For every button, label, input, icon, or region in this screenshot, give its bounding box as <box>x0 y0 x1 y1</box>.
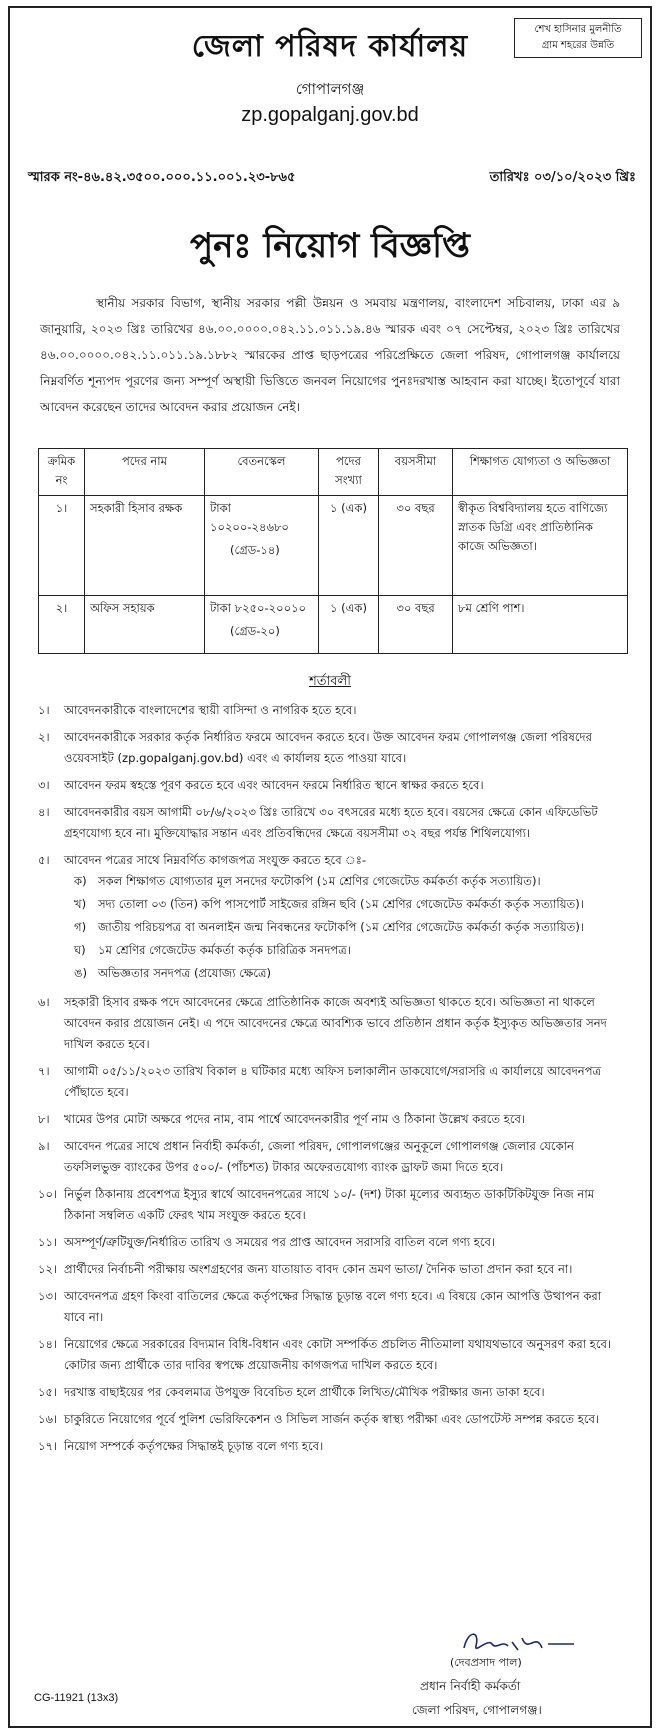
condition-text: সহকারী হিসাব রক্ষক পদে আবেদনের ক্ষেত্রে প্রাতিষ্ঠানিক কাজে অবশ্যই অভিজ্ঞতা থাকতে হবে। অভিজ্ঞতা না থাকলে আবেদন করার প্রয়োজন নেই। এ পদে আবেদনের ক্ষেত্রে আবশ্যিক ভাবে প্রতিষ্ঠান প্রধান কর্তৃক ইস্যুকৃত অভিজ্ঞতার সনদ দাখিল করতে হবে। <box>64 995 607 1051</box>
signatory-title: প্রধান নির্বাহী কর্মকর্তা <box>420 1679 521 1693</box>
document-text: অভিজ্ঞতার সনদপত্র (প্রযোজ্য ক্ষেত্রে) <box>98 966 272 980</box>
condition-body <box>64 850 622 986</box>
notice-date: তারিখঃ ০৩/১০/২০২৩ খ্রিঃ <box>489 170 636 185</box>
notice-page <box>8 6 652 1728</box>
condition-text: নির্ভুল ঠিকানায় প্রবেশপত্র ইস্যুর স্বার্থে আবেদনপত্রের সাথে ১০/- (দশ) টাকা মূল্যের অব্যহৃত ডাকটিকিটযুক্ত নিজ নাম ঠিকানা সম্বলিত একটি ফেরৎ খাম সংযুক্ত করতে হবে। <box>64 1187 595 1222</box>
col-pay-scale: বেতনস্কেল <box>205 449 319 496</box>
condition-number: ১০। <box>38 1187 58 1201</box>
document-text: সকল শিক্ষাগত যোগ্যতার মূল সনদের ফটোকপি (১ম শ্রেণির গেজেটেড কর্মকর্তা কর্তৃক সত্যায়িত)। <box>98 874 541 888</box>
row-post-count: ১ (এক) <box>319 496 379 596</box>
pay-grade: (গ্রেড-২০) <box>230 624 280 638</box>
office-title: জেলা পরিষদ কার্যালয় <box>191 29 469 64</box>
document-letter: খ) <box>74 897 87 911</box>
motto-line-1: শেখ হাসিনার মুলনীতি <box>534 24 622 35</box>
condition-number: ১২। <box>38 1262 58 1276</box>
condition-number: ১। <box>38 703 50 717</box>
condition-item <box>38 1136 622 1178</box>
row-age-limit: ৩০ বছর <box>379 496 453 596</box>
col-post-name: পদের নাম <box>85 449 205 496</box>
condition-number: ১১। <box>38 1235 58 1249</box>
condition-number: ১৪। <box>38 1337 58 1351</box>
table-header-row <box>39 449 628 496</box>
row-qualification: স্বীকৃত বিশ্ববিদ্যালয় হতে বাণিজ্যে স্নাতক ডিগ্রি এবং প্রাতিষ্ঠানিক কাজে অভিজ্ঞতা। <box>453 496 628 596</box>
condition-number: ২। <box>38 730 50 744</box>
condition-item <box>38 1436 622 1457</box>
condition-text: অসম্পূর্ণ/ত্রুটিযুক্ত/নির্ধারিত তারিখ ও সময়ের পর প্রাপ্ত আবেদন সরাসরি বাতিল বলে গণ্য হবে। <box>64 1235 496 1249</box>
row-pay-scale <box>205 496 319 596</box>
document-text: জাতীয় পরিচয়পত্র বা অনলাইন জন্ম নিবন্ধনের ফটোকপি (১ম শ্রেণির গেজেটেড কর্মকর্তা কর্তৃক সত্যায়িত)। <box>98 920 585 934</box>
condition-number: ৫। <box>38 853 50 867</box>
condition-text: আবেদনপত্র গ্রহণ কিংবা বাতিলের ক্ষেত্রে কর্তৃপক্ষের সিদ্ধান্ত চূড়ান্ত বলে গণ্য হবে। এ বিষয়ে কোন আপত্তি উত্থাপন করা যাবে না। <box>64 1289 602 1324</box>
document-text: সদ্য তোলা ০৩ (তিন) কপি পাসপোর্ট সাইজের রঙ্গিন ছবি (১ম শ্রেণির গেজেটেড কর্মকর্তা কর্তৃক সত্যায়িত)। <box>98 897 584 911</box>
motto-line-2: গ্রাম শহরের উন্নতি <box>541 40 615 51</box>
document-text: ১ম শ্রেণির গেজেটেড কর্মকর্তা কর্তৃক চারিত্রিক সনদপত্র। <box>98 943 351 957</box>
row-post-name: অফিস সহায়ক <box>85 596 205 654</box>
condition-text: আবেদন পত্রের সাথে প্রধান নির্বাহী কর্মকর্তা, জেলা পরিষদ, গোপালগঞ্জের অনুকূলে গোপালগঞ্জ জেলার যেকোন তফসিলভুক্ত ব্যাংকের উপর ৫০০/- (পাঁচশত) টাকার অফেরতযোগ্য ব্যাংক ড্রাফট জমা দিতে হবে। <box>64 1139 574 1174</box>
condition-number: ১৭। <box>38 1439 58 1453</box>
document-letter: গ) <box>74 920 87 934</box>
table-row <box>39 596 628 654</box>
notice-heading: পুনঃ নিয়োগ বিজ্ঞপ্তি <box>190 226 470 266</box>
row-age-limit: ৩০ বছর <box>379 596 453 654</box>
pay-range: টাকা ৮২৫০-২০০১০ <box>210 601 307 615</box>
condition-item <box>38 1109 622 1130</box>
condition-text: নিয়োগ সম্পর্কে কর্তৃপক্ষের সিদ্ধান্তই চূড়ান্ত বলে গণ্য হবে। <box>64 1439 324 1453</box>
condition-text: চাকুরিতে নিয়োগের পূর্বে পুলিশ ভেরিফিকেশন ও সিভিল সার্জন কর্তৃক স্বাস্থ্য পরীক্ষা এবং ডোপটেস্ট সম্পন্ন করতে হবে। <box>64 1412 600 1426</box>
condition-text: আবেদন পত্রের সাথে নিম্নবর্ণিত কাগজপত্র সংযুক্ত করতে হবে ঃ- <box>64 853 367 867</box>
condition-text: আবেদনকারীকে বাংলাদেশের স্থায়ী বাসিন্দা ও নাগরিক হতে হবে। <box>64 703 357 717</box>
document-letter: ঙ) <box>74 966 88 980</box>
vacancy-table <box>38 448 628 654</box>
condition-number: ১৬। <box>38 1412 58 1426</box>
row-serial: ২। <box>39 596 85 654</box>
memo-number: স্মারক নং-৪৬.৪২.৩৫০০.০০০.১১.০০১.২৩-৮৬৫ <box>28 170 296 185</box>
condition-item <box>38 775 622 796</box>
condition-item <box>38 1184 622 1226</box>
condition-text: আবেদন ফরম স্বহস্তে পূরণ করতে হবে এবং আবেদন ফরমে নির্ধারিত স্থানে স্বাক্ষর করতে হবে। <box>64 778 484 792</box>
row-qualification: ৮ম শ্রেণি পাশ। <box>453 596 628 654</box>
condition-item <box>38 850 622 986</box>
condition-text: নিয়োগের ক্ষেত্রে সরকারের বিদ্যমান বিধি-বিধান এবং কোটা সম্পর্কিত প্রচলিত নীতিমালা যথাযথভাবে অনুসরণ করা হবে। কোটার জন্য প্রার্থীকে তার দাবির স্বপক্ষে প্রয়োজনীয় কাগজপত্র দাখিল করতে হবে। <box>64 1337 612 1372</box>
row-pay-scale <box>205 596 319 654</box>
document-item <box>74 871 622 892</box>
condition-item <box>38 1409 622 1430</box>
condition-number: ৬। <box>38 995 50 1009</box>
condition-number: ৮। <box>38 1112 50 1126</box>
condition-item <box>38 1286 622 1328</box>
condition-text: প্রার্থীদের নির্বাচনী পরীক্ষায় অংশগ্রহণের জন্য যাতায়াত বাবদ কোন ভ্রমণ ভাতা/ দৈনিক ভাতা প্রদান করা হবে না। <box>64 1262 573 1276</box>
pay-grade: (গ্রেড-১৪) <box>230 543 280 557</box>
condition-text: আবেদনকারীকে সরকার কর্তৃক নির্ধারিত ফরমে আবেদন করতে হবে। উক্ত আবেদন ফরম গোপালগঞ্জ জেলা পরিষদের ওয়েবসাইট (zp.gopalganj.gov.bd) এবং এ কার্যালয় হতে পাওয়া যাবে। <box>64 730 593 765</box>
condition-item <box>38 1382 622 1403</box>
intro-paragraph: স্থানীয় সরকার বিভাগ, স্থানীয় সরকার পল্লী উন্নয়ন ও সমবায় মন্ত্রণালয়, বাংলাদেশ সচিবালয়, ঢাকা এর ৯ জানুয়ারি, ২০২৩ খ্রিঃ তারিখের ৪৬.০০.০০০০.০৪২.১১.০১১.১৯.৪৬ স্মারক এবং ০৭ সেপ্টেম্বর, ২০২৩ খ্রিঃ তারিখের ৪৬.০০.০০০০.০৪২.১১.০১১.১৯.১৮৮২ স্মারকের প্রাপ্ত ছাড়পত্রের পরিপ্রেক্ষিতে জেলা পরিষদ, গোপালগঞ্জ কার্যালয়ে নিম্নবর্ণিত শূন্যপদ পূরণের জন্য সম্পূর্ণ অস্থায়ী ভিত্তিতে জনবল নিয়োগের পুনঃদরখাস্ত আহবান করা যাচ্ছে। ইতোপূর্বে যারা আবেদন করেছেন তাদের আবেদন করার প্রয়োজন নেই। <box>40 296 620 414</box>
condition-item <box>38 700 622 721</box>
ad-code: CG-11921 (13x3) <box>34 1692 119 1704</box>
condition-number: ৪। <box>38 805 50 819</box>
condition-item <box>38 1259 622 1280</box>
documents-list <box>64 871 622 984</box>
table-row <box>39 496 628 596</box>
condition-item <box>38 1061 622 1103</box>
condition-item <box>38 1334 622 1376</box>
condition-item <box>38 992 622 1055</box>
document-item <box>74 917 622 938</box>
document-letter: ক) <box>74 874 87 888</box>
row-post-name: সহকারী হিসাব রক্ষক <box>85 496 205 596</box>
col-age-limit: বয়সসীমা <box>379 449 453 496</box>
condition-text: আবেদনকারীর বয়স আগামী ০৮/৬/২০২৩ খ্রিঃ তারিখে ৩০ বৎসরের মধ্যে হতে হবে। বয়সের ক্ষেত্রে কোন এফিডেভিট গ্রহণযোগ্য হবে না। মুক্তিযোদ্ধার সন্তান এবং প্রতিবন্ধিদের ক্ষেত্রে বয়সসীমা ৩২ বছর পর্যন্ত শিথিলযোগ্য। <box>64 805 598 840</box>
condition-item <box>38 727 622 769</box>
condition-number: ১৩। <box>38 1289 58 1303</box>
condition-text: খামের উপর মোটা অক্ষরে পদের নাম, বাম পার্শ্বে আবেদনকারীর পূর্ণ নাম ও ঠিকানা উল্লেখ করতে হবে। <box>64 1112 526 1126</box>
document-item <box>74 894 622 915</box>
col-post-count: পদের সংখ্যা <box>319 449 379 496</box>
document-item <box>74 963 622 984</box>
signatory-office: জেলা পরিষদ, গোপালগঞ্জ। <box>412 1703 542 1717</box>
condition-number: ১৫। <box>38 1385 58 1399</box>
motto-box <box>514 18 642 58</box>
condition-item <box>38 1232 622 1253</box>
document-item <box>74 940 622 961</box>
row-serial: ১। <box>39 496 85 596</box>
signatory-name: (দেবপ্রসাদ পাল) <box>450 1656 522 1669</box>
condition-number: ৯। <box>38 1139 50 1153</box>
condition-text: দরখাস্ত বাছাইয়ের পর কেবলমাত্র উপযুক্ত বিবেচিত হলে প্রার্থীকে লিখিত/মৌখিক পরীক্ষার জন্য ডাকা হবে। <box>64 1385 545 1399</box>
row-post-count: ১ (এক) <box>319 596 379 654</box>
conditions-list <box>38 700 622 1463</box>
document-letter: ঘ) <box>74 943 86 957</box>
condition-text: আগামী ০৫/১১/২০২৩ তারিখ বিকাল ৪ ঘটিকার মধ্যে অফিস চলাকালীন ডাকযোগে/সরাসরি এ কার্যালয়ে আবেদনপত্র পৌঁছাতে হবে। <box>64 1064 602 1099</box>
pay-range: টাকা ১০২০০-২৪৬৮০ <box>210 501 289 534</box>
condition-number: ৭। <box>38 1064 50 1078</box>
district-name: গোপালগঞ্জ <box>295 80 365 98</box>
condition-item <box>38 802 622 844</box>
conditions-title: শর্তাবলী <box>309 674 351 689</box>
col-qualification: শিক্ষাগত যোগ্যতা ও অভিজ্ঞতা <box>453 449 628 496</box>
col-serial: ক্রমিক নং <box>39 449 85 496</box>
condition-number: ৩। <box>38 778 50 792</box>
website-url: zp.gopalganj.gov.bd <box>241 104 419 126</box>
